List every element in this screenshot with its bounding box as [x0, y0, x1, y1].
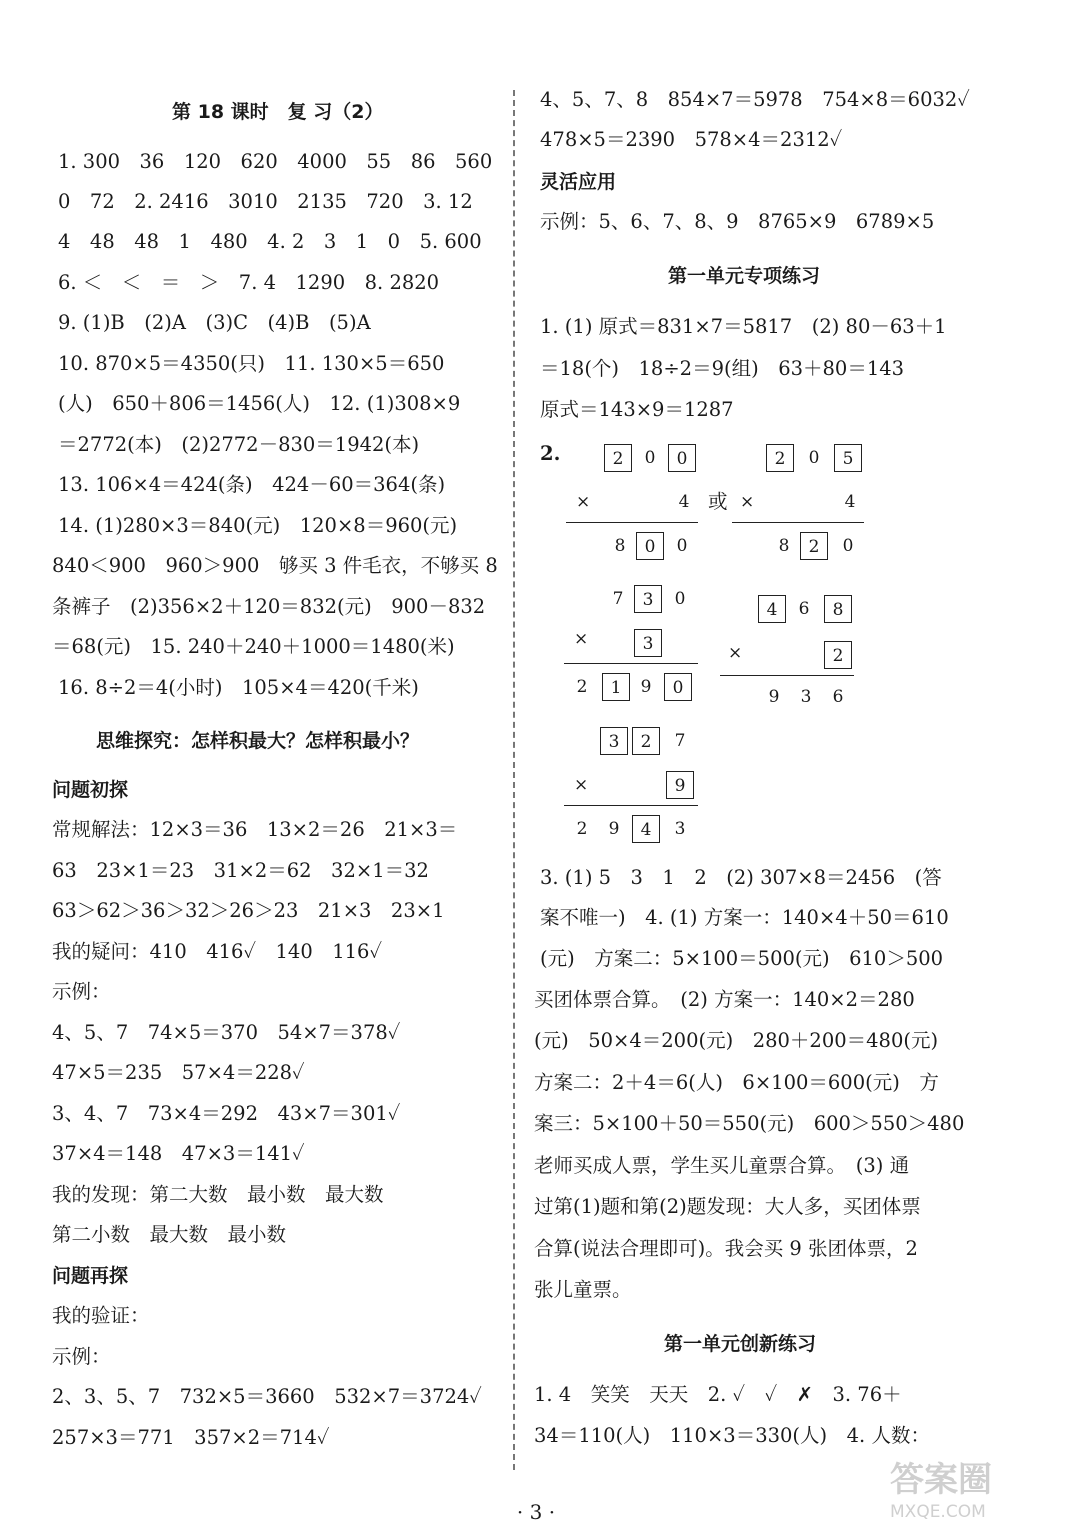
- answer-line: 案不唯一) 4. (1) 方案一：140×4＋50＝610: [540, 906, 949, 929]
- digit-box: 2: [632, 727, 660, 755]
- answer-line: 买团体票合算。 (2) 方案一：140×2＝280: [534, 988, 915, 1011]
- lesson-title: 第 18 课时 复 习（2）: [172, 101, 384, 123]
- digit: 7: [674, 731, 686, 751]
- digit-box: 2: [766, 444, 794, 472]
- digit: 0: [644, 448, 656, 468]
- answer-line: 0 72 2. 2416 3010 2135 720 3. 12: [58, 190, 473, 213]
- answer-line: ＝68(元) 15. 240＋240＋1000＝1480(米): [52, 635, 455, 658]
- digit-box: 0: [664, 673, 692, 701]
- digit-box: 3: [634, 585, 662, 613]
- digit-box: 4: [632, 815, 660, 843]
- answer-line: 常规解法：12×3＝36 13×2＝26 21×3＝: [52, 818, 458, 841]
- digit-box: 3: [634, 629, 662, 657]
- subheading-second-exploration: 问题再探: [52, 1265, 129, 1287]
- page-number: · 3 ·: [516, 1500, 556, 1524]
- answer-line: 34＝110(人) 110×3＝330(人) 4. 人数：: [534, 1424, 930, 1447]
- digit-box: 1: [602, 673, 630, 701]
- digit-box: 4: [758, 595, 786, 623]
- vertical-multiplication-1: [566, 444, 698, 564]
- answer-line: 老师买成人票，学生买儿童票合算。 (3) 通: [534, 1154, 910, 1177]
- or-label: 或: [708, 490, 728, 513]
- rule-line: [566, 522, 698, 523]
- digit: 9: [768, 687, 780, 707]
- watermark-text: 答案圈: [890, 1460, 992, 1500]
- answer-line: 4 48 48 1 480 4. 2 3 1 0 5. 600: [58, 230, 482, 253]
- answer-line: (元) 50×4＝200(元) 280＋200＝480(元): [534, 1029, 939, 1052]
- digit: 8: [614, 536, 626, 556]
- answer-line: 4、5、7、8 854×7＝5978 754×8＝6032✓: [540, 88, 970, 111]
- times-sign: ×: [740, 492, 755, 512]
- answer-line: 10. 870×5＝4350(只) 11. 130×5＝650: [58, 352, 445, 375]
- times-sign: ×: [574, 775, 589, 795]
- digit-box: 8: [824, 595, 852, 623]
- answer-line: 示例：: [52, 980, 111, 1003]
- section-title-unit1-innovation: 第一单元创新练习: [664, 1333, 817, 1355]
- digit: 0: [842, 536, 854, 556]
- answer-line: 我的疑问：410 416✓ 140 116✓: [52, 940, 383, 963]
- times-sign: ×: [574, 629, 589, 649]
- digit: 6: [832, 687, 844, 707]
- digit: 9: [640, 677, 652, 697]
- digit-box: 0: [636, 532, 664, 560]
- answer-line: 13. 106×4＝424(条) 424－60＝364(条): [58, 473, 446, 496]
- rule-line: [720, 675, 854, 676]
- answer-line: 过第(1)题和第(2)题发现：大人多，买团体票: [534, 1195, 921, 1218]
- answer-line: 条裤子 (2)356×2＋120＝832(元) 900－832: [52, 595, 486, 618]
- answer-line: 3. (1) 5 3 1 2 (2) 307×8＝2456 (答: [540, 866, 942, 889]
- answer-line: 我的发现：第二大数 最小数 最大数: [52, 1183, 384, 1206]
- digit-box: 2: [604, 444, 632, 472]
- digit: 0: [676, 536, 688, 556]
- answer-line: 案三：5×100＋50＝550(元) 600＞550＞480: [534, 1112, 965, 1135]
- digit-box: 2: [800, 532, 828, 560]
- answer-line: 1. (1) 原式＝831×7＝5817 (2) 80－63＋1: [540, 315, 947, 338]
- rule-line: [732, 522, 864, 523]
- digit-box: 5: [834, 444, 862, 472]
- digit: 8: [778, 536, 790, 556]
- answer-line: 合算(说法合理即可)。我会买 9 张团体票，2: [534, 1237, 918, 1260]
- question-2-label: 2.: [540, 442, 561, 465]
- answer-line: ＝2772(本) (2)2772－830＝1942(本): [58, 433, 420, 456]
- digit-box: 0: [668, 444, 696, 472]
- answer-line: 3、4、7 73×4＝292 43×7＝301✓: [52, 1102, 401, 1125]
- answer-line: 我的验证：: [52, 1304, 150, 1327]
- answer-line: ＝18(个) 18÷2＝9(组) 63＋80＝143: [540, 357, 905, 380]
- answer-line: 16. 8÷2＝4(小时) 105×4＝420(千米): [58, 676, 419, 699]
- answer-line: 6. ＜ ＜ ＝ ＞ 7. 4 1290 8. 2820: [58, 271, 440, 294]
- answer-line: 1. 4 笑笑 天天 2. ✓ ✓ ✗ 3. 76＋: [534, 1383, 902, 1406]
- answer-line: 14. (1)280×3＝840(元) 120×8＝960(元): [58, 514, 458, 537]
- answer-line: 1. 300 36 120 620 4000 55 86 560: [58, 150, 493, 173]
- digit: 4: [678, 492, 690, 512]
- subheading-flexible-application: 灵活应用: [540, 171, 617, 193]
- answer-line: 方案二：2＋4＝6(人) 6×100＝600(元) 方: [534, 1071, 939, 1094]
- digit-box: 2: [824, 641, 852, 669]
- digit: 4: [844, 492, 856, 512]
- digit: 3: [800, 687, 812, 707]
- rule-line: [564, 805, 698, 806]
- digit-box: 3: [600, 727, 628, 755]
- digit-box: 9: [666, 771, 694, 799]
- answer-line: 840＜900 960＞900 够买 3 件毛衣，不够买 8: [52, 554, 498, 577]
- section-title-thinking: 思维探究：怎样积最大？怎样积最小？: [96, 730, 420, 752]
- answer-line: 第二小数 最大数 最小数: [52, 1223, 287, 1246]
- answer-line: 63＞62＞36＞32＞26＞23 21×3 23×1: [52, 899, 445, 922]
- rule-line: [564, 663, 698, 664]
- watermark-url: MXQE.COM: [890, 1502, 986, 1522]
- answer-line: 4、5、7 74×5＝370 54×7＝378✓: [52, 1021, 401, 1044]
- answer-line: 478×5＝2390 578×4＝2312✓: [540, 128, 843, 151]
- answer-line: 257×3＝771 357×2＝714✓: [52, 1426, 330, 1449]
- answer-line: 原式＝143×9＝1287: [540, 398, 734, 421]
- digit: 2: [576, 677, 588, 697]
- answer-line: (人) 650＋806＝1456(人) 12. (1)308×9: [58, 392, 461, 415]
- answer-line: 9. (1)B (2)A (3)C (4)B (5)A: [58, 311, 371, 334]
- watermark-logo: [890, 1460, 1060, 1532]
- vertical-multiplication-2: [732, 444, 864, 564]
- vertical-multiplication-4: [720, 595, 856, 715]
- answer-line: 47×5＝235 57×4＝228✓: [52, 1061, 305, 1084]
- answer-line: (元) 方案二：5×100＝500(元) 610＞500: [540, 947, 944, 970]
- answer-line: 张儿童票。: [534, 1278, 632, 1301]
- vertical-multiplication-5: [564, 727, 698, 847]
- column-divider: [513, 90, 515, 1470]
- section-title-unit1-special: 第一单元专项练习: [668, 265, 821, 287]
- subheading-first-exploration: 问题初探: [52, 779, 129, 801]
- digit: 9: [608, 819, 620, 839]
- answer-line: 63 23×1＝23 31×2＝62 32×1＝32: [52, 859, 429, 882]
- vertical-multiplication-3: [564, 585, 698, 705]
- digit: 3: [674, 819, 686, 839]
- times-sign: ×: [728, 643, 743, 663]
- digit: 7: [612, 589, 624, 609]
- digit: 2: [576, 819, 588, 839]
- digit: 6: [798, 599, 810, 619]
- digit: 0: [674, 589, 686, 609]
- answer-line: 2、3、5、7 732×5＝3660 532×7＝3724✓: [52, 1385, 482, 1408]
- answer-line: 37×4＝148 47×3＝141✓: [52, 1142, 305, 1165]
- answer-line: 示例：: [52, 1345, 111, 1368]
- answer-line: 示例：5、6、7、8、9 8765×9 6789×5: [540, 210, 935, 233]
- digit: 0: [808, 448, 820, 468]
- times-sign: ×: [576, 492, 591, 512]
